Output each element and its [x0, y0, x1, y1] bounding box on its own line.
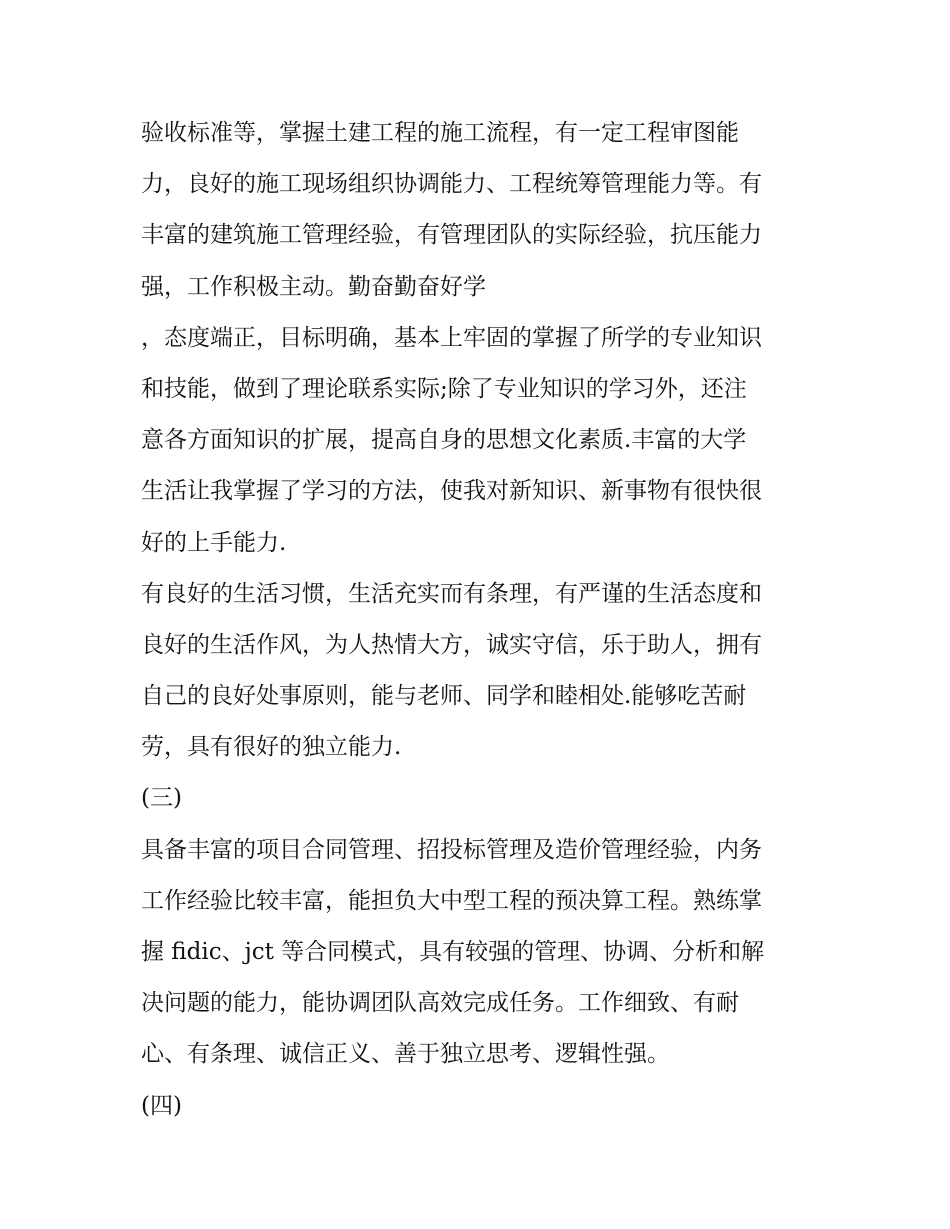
text-line: 有良好的生活习惯，生活充实而有条理，有严谨的生活态度和	[141, 580, 762, 607]
text-line: ，态度端正，目标明确，基本上牢固的掌握了所学的专业知识	[141, 324, 762, 351]
text-line: 心、有条理、诚信正义、善于独立思考、逻辑性强。	[141, 1041, 670, 1068]
text-line: 强，工作积极主动。勤奋勤奋好学	[141, 273, 486, 300]
text-line: 决问题的能力，能协调团队高效完成任务。工作细致、有耐	[141, 990, 739, 1017]
text-line: 自己的良好处事原则，能与老师、同学和睦相处.能够吃苦耐	[141, 683, 747, 710]
text-line: 生活让我掌握了学习的方法，使我对新知识、新事物有很快很	[141, 478, 762, 505]
text-line: 力，良好的施工现场组织协调能力、工程统筹管理能力等。有	[141, 171, 762, 198]
text-line: 良好的生活作风，为人热情大方，诚实守信，乐于助人，拥有	[141, 631, 762, 658]
text-line: 和技能，做到了理论联系实际;除了专业知识的学习外，还注	[141, 375, 747, 402]
section-heading-three: (三)	[141, 785, 182, 812]
section-heading-four: (四)	[141, 1092, 182, 1119]
text-line: 意各方面知识的扩展，提高自身的思想文化素质.丰富的大学	[141, 427, 747, 454]
text-line: 验收标准等，掌握土建工程的施工流程，有一定工程审图能	[141, 120, 739, 146]
text-line: 劳，具有很好的独立能力.	[141, 734, 402, 761]
text-line: 具备丰富的项目合同管理、招投标管理及造价管理经验，内务	[141, 836, 762, 863]
body-text	[141, 108, 821, 1132]
text-line: 丰富的建筑施工管理经验，有管理团队的实际经验，抗压能力	[141, 222, 762, 249]
text-line: 握 fidic、jct 等合同模式，具有较强的管理、协调、分析和解	[141, 939, 765, 965]
text-line: 好的上手能力.	[141, 529, 287, 556]
text-line: 工作经验比较丰富，能担负大中型工程的预决算工程。熟练掌	[141, 887, 762, 914]
